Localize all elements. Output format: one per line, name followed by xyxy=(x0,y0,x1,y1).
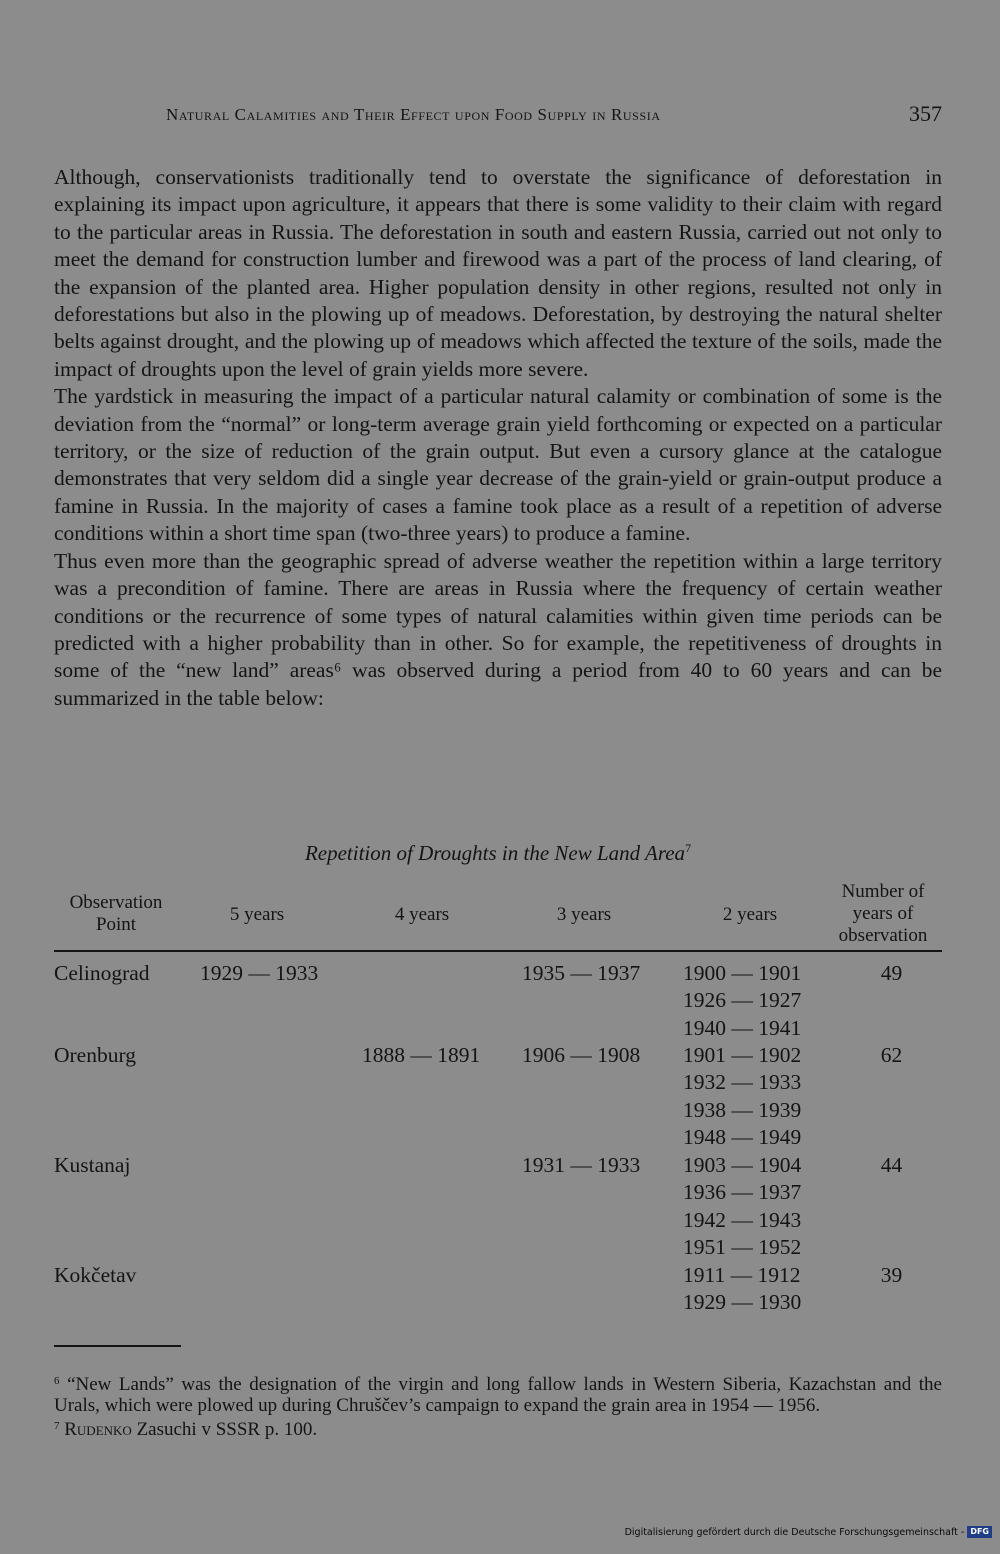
table-title-footnote-ref: 7 xyxy=(685,841,692,855)
table-body xyxy=(54,960,942,1318)
cell-2-years xyxy=(683,1262,801,1317)
paragraph-deforestation: Although, conservationists traditionally tend to overstate the significance of deforestation in explaining its impact upon agriculture, it appears that there is some validity to their claim with regard to the particular areas in Russia. The deforestation in south and eastern Russia, carried out not only to meet the demand for construction lumber and firewood was a part of the process of land clearing, of the expansion of the planted area. Higher population density in other regions, resulted not only in deforestations but also in the plowing up of meadows. Deforestation, by destroying the natural shelter belts against drought, and the plowing up of meadows which affected the texture of the soils, made the impact of droughts upon the level of grain yields more severe. xyxy=(54,165,942,381)
footnote-6 xyxy=(54,1371,942,1416)
period-entry: 1942 — 1943 xyxy=(683,1207,802,1232)
digitization-text: Digitalisierung gefördert durch die Deutsche Forschungsgemeinschaft - xyxy=(624,1526,965,1538)
table-row xyxy=(54,1152,942,1262)
cell-observation-point: Celinograd xyxy=(54,961,150,985)
period-entry: 1911 — 1912 xyxy=(683,1263,801,1287)
cell-3-years: 1931 — 1933 xyxy=(522,1153,641,1177)
period-entry: 1932 — 1933 xyxy=(683,1070,802,1095)
footnote-7 xyxy=(54,1416,942,1440)
period-entry: 1938 — 1939 xyxy=(683,1097,802,1122)
header-3-years: 3 years xyxy=(556,904,612,925)
period-entry: 1936 — 1937 xyxy=(683,1180,802,1205)
cell-observation-point: Orenburg xyxy=(54,1043,137,1067)
paragraph-yardstick: The yardstick in measuring the impact of a particular natural calamity or combination of some is the deviation from the “normal” or long-term average grain yield forthcoming or expected on a particular territory, or the size of reduction of the grain output. But even a cursory glance at the catalogue demonstrates that very seldom did a single year decrease of the grain-yield or grain-output produce a famine in Russia. In the majority of cases a famine took place as a result of a repetition of adverse conditions within a short time span (two-three years) to produce a famine. xyxy=(54,384,942,546)
footnote-text: “New Lands” was the designation of the virgin and long fallow lands in Western Siberia, Kazachstan and the Urals, which were plowed up during Chruščev’s campaign to expand the grain area in 1954 — 1956. xyxy=(54,1374,942,1416)
cell-5-years: 1929 — 1933 xyxy=(200,961,319,985)
cell-2-years xyxy=(683,1042,801,1152)
header-4-years: 4 years xyxy=(394,904,450,925)
footnotes xyxy=(54,1371,942,1440)
footnote-marker: 6 xyxy=(54,1375,60,1387)
header-5-years: 5 years xyxy=(229,904,285,925)
running-title: Natural Calamities and Their Effect upon Food Supply in Russia xyxy=(166,105,661,124)
cell-4-years: 1888 — 1891 xyxy=(362,1043,481,1067)
period-entry: 1903 — 1904 xyxy=(683,1153,802,1177)
cell-observation-point: Kustanaj xyxy=(54,1153,131,1177)
period-entry: 1929 — 1930 xyxy=(683,1290,802,1315)
table-row xyxy=(54,1042,942,1152)
cell-years-of-observation: 49 xyxy=(880,961,903,985)
period-entry: 1926 — 1927 xyxy=(683,988,802,1013)
drought-table xyxy=(54,880,942,1318)
table-row xyxy=(54,1262,942,1318)
cell-years-of-observation: 39 xyxy=(880,1263,903,1287)
footnote-marker: 7 xyxy=(54,1420,60,1432)
header-observation-point: Observation Point xyxy=(69,892,163,935)
table-row xyxy=(54,960,942,1042)
cell-2-years xyxy=(683,1152,801,1262)
footnote-author: Rudenko xyxy=(64,1419,132,1440)
period-entry: 1948 — 1949 xyxy=(683,1125,802,1150)
cell-years-of-observation: 44 xyxy=(880,1153,903,1177)
running-head xyxy=(166,103,942,133)
header-2-years: 2 years xyxy=(722,904,778,925)
period-entry: 1901 — 1902 xyxy=(683,1043,802,1067)
dfg-logo: DFG xyxy=(967,1526,992,1538)
footnote-text: Zasuchi v SSSR p. 100. xyxy=(136,1419,318,1440)
body-text xyxy=(54,164,942,712)
cell-years-of-observation: 62 xyxy=(880,1043,903,1067)
period-entry: 1951 — 1952 xyxy=(683,1235,802,1260)
cell-observation-point: Kokčetav xyxy=(54,1263,137,1287)
table-title-text: Repetition of Droughts in the New Land Area xyxy=(304,841,686,865)
table-title xyxy=(54,841,942,866)
table-header xyxy=(54,880,942,952)
page-number: 357 xyxy=(909,101,942,126)
cell-3-years: 1906 — 1908 xyxy=(522,1043,641,1067)
paragraph-repetition: Thus even more than the geographic spread of adverse weather the repetition within a large territory was a precondition of famine. There are areas in Russia where the frequency of certain weather conditions or the recurrence of some types of natural calamities within given time periods can be predicted with a higher probability than in other. So for example, the repetitiveness of droughts in some of the “new land” areas⁶ was observed during a period from 40 to 60 years and can be summarized in the table below: xyxy=(54,548,942,710)
period-entry: 1900 — 1901 xyxy=(683,961,802,985)
header-years-of-observation: Number of years of observation xyxy=(838,881,928,946)
cell-2-years xyxy=(683,960,801,1042)
footnote-rule xyxy=(54,1345,181,1347)
cell-3-years: 1935 — 1937 xyxy=(522,961,641,985)
digitization-notice xyxy=(625,1526,992,1538)
period-entry: 1940 — 1941 xyxy=(683,1015,802,1040)
